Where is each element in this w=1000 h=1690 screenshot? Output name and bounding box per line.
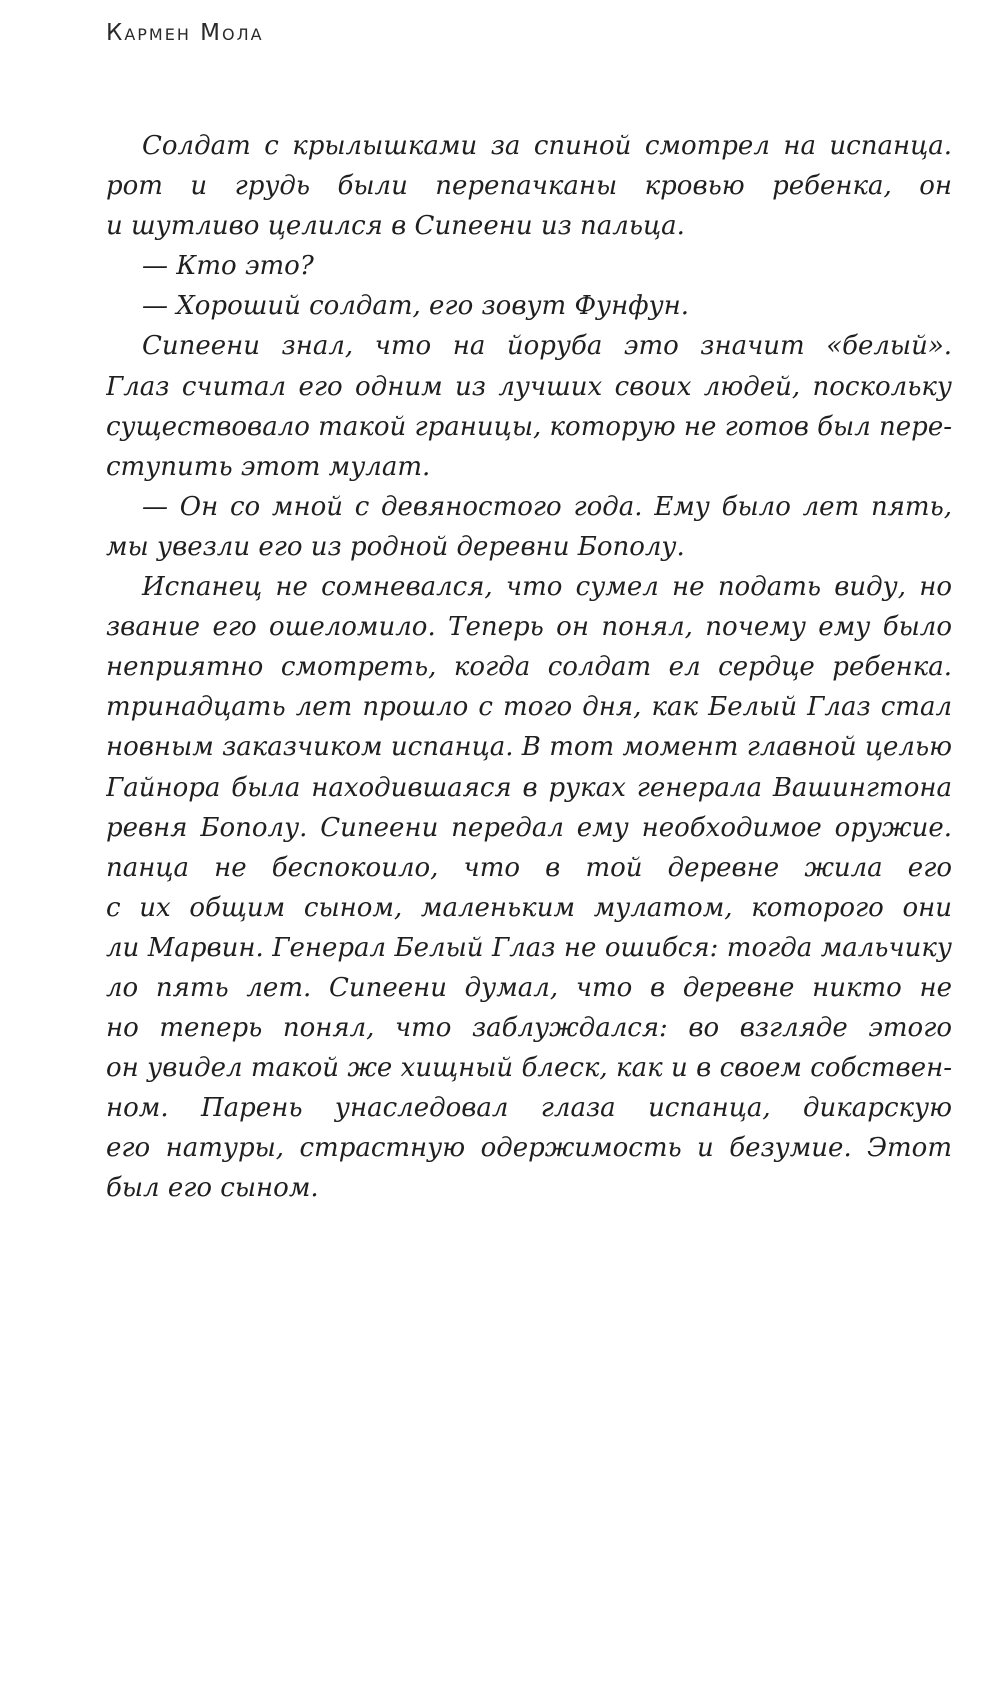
text-line: ревня Бополу. Сипеени передал ему необходимое оружие. [106,812,952,843]
text-line: — Кто это? [142,251,314,282]
text-line: мы увезли его из родной деревни Бополу. [106,531,685,562]
text-line: но теперь понял, что заблуждался: во взгляде этого [106,1013,952,1044]
text-line: он увидел такой же хищный блеск, как и в своем собствен- [106,1053,952,1084]
text-line: ном. Парень унаследовал глаза испанца, дикарскую [106,1093,952,1124]
text-line: с их общим сыном, маленьким мулатом, которого они [106,892,952,923]
text-line: звание его ошеломило. Теперь он понял, почему ему было [106,612,952,643]
body-text [106,126,952,1209]
text-line: тринадцать лет прошло с того дня, как Белый Глаз стал [106,692,952,723]
text-line: — Хороший солдат, его зовут Фунфун. [142,291,690,322]
text-line: новным заказчиком испанца. В тот момент главной целью [106,732,952,763]
text-line: ступить этот мулат. [106,451,431,482]
text-line: и шутливо целился в Сипеени из пальца. [106,211,685,242]
text-line: рот и грудь были перепачканы кровью ребенка, он [106,171,952,202]
text-line: Глаз считал его одним из лучших своих людей, поскольку [106,371,952,402]
running-head: Кармен Мола [106,20,264,46]
text-line: существовало такой границы, которую не готов был пере- [106,411,952,442]
text-line: Гайнора была находившаяся в руках генерала Вашингтона [106,772,952,803]
text-line: панца не беспокоило, что в той деревне жила его [106,852,952,883]
text-line: — Он со мной с девяностого года. Ему было лет пять, [142,491,952,522]
text-line: неприятно смотреть, когда солдат ел сердце ребенка. [106,652,952,683]
text-line: Солдат с крылышками за спиной смотрел на испанца. [142,131,952,161]
text-line: был его сыном. [106,1173,319,1204]
text-line: ли Марвин. Генерал Белый Глаз не ошибся: тогда мальчику [106,932,952,963]
text-line: ло пять лет. Сипеени думал, что в деревне никто не [106,972,952,1003]
text-line: Сипеени знал, что на йоруба это значит «белый». [142,331,952,362]
text-line: его натуры, страстную одержимость и безумие. Этот [106,1133,952,1164]
text-line: Испанец не сомневался, что сумел не подать виду, но [142,572,952,603]
